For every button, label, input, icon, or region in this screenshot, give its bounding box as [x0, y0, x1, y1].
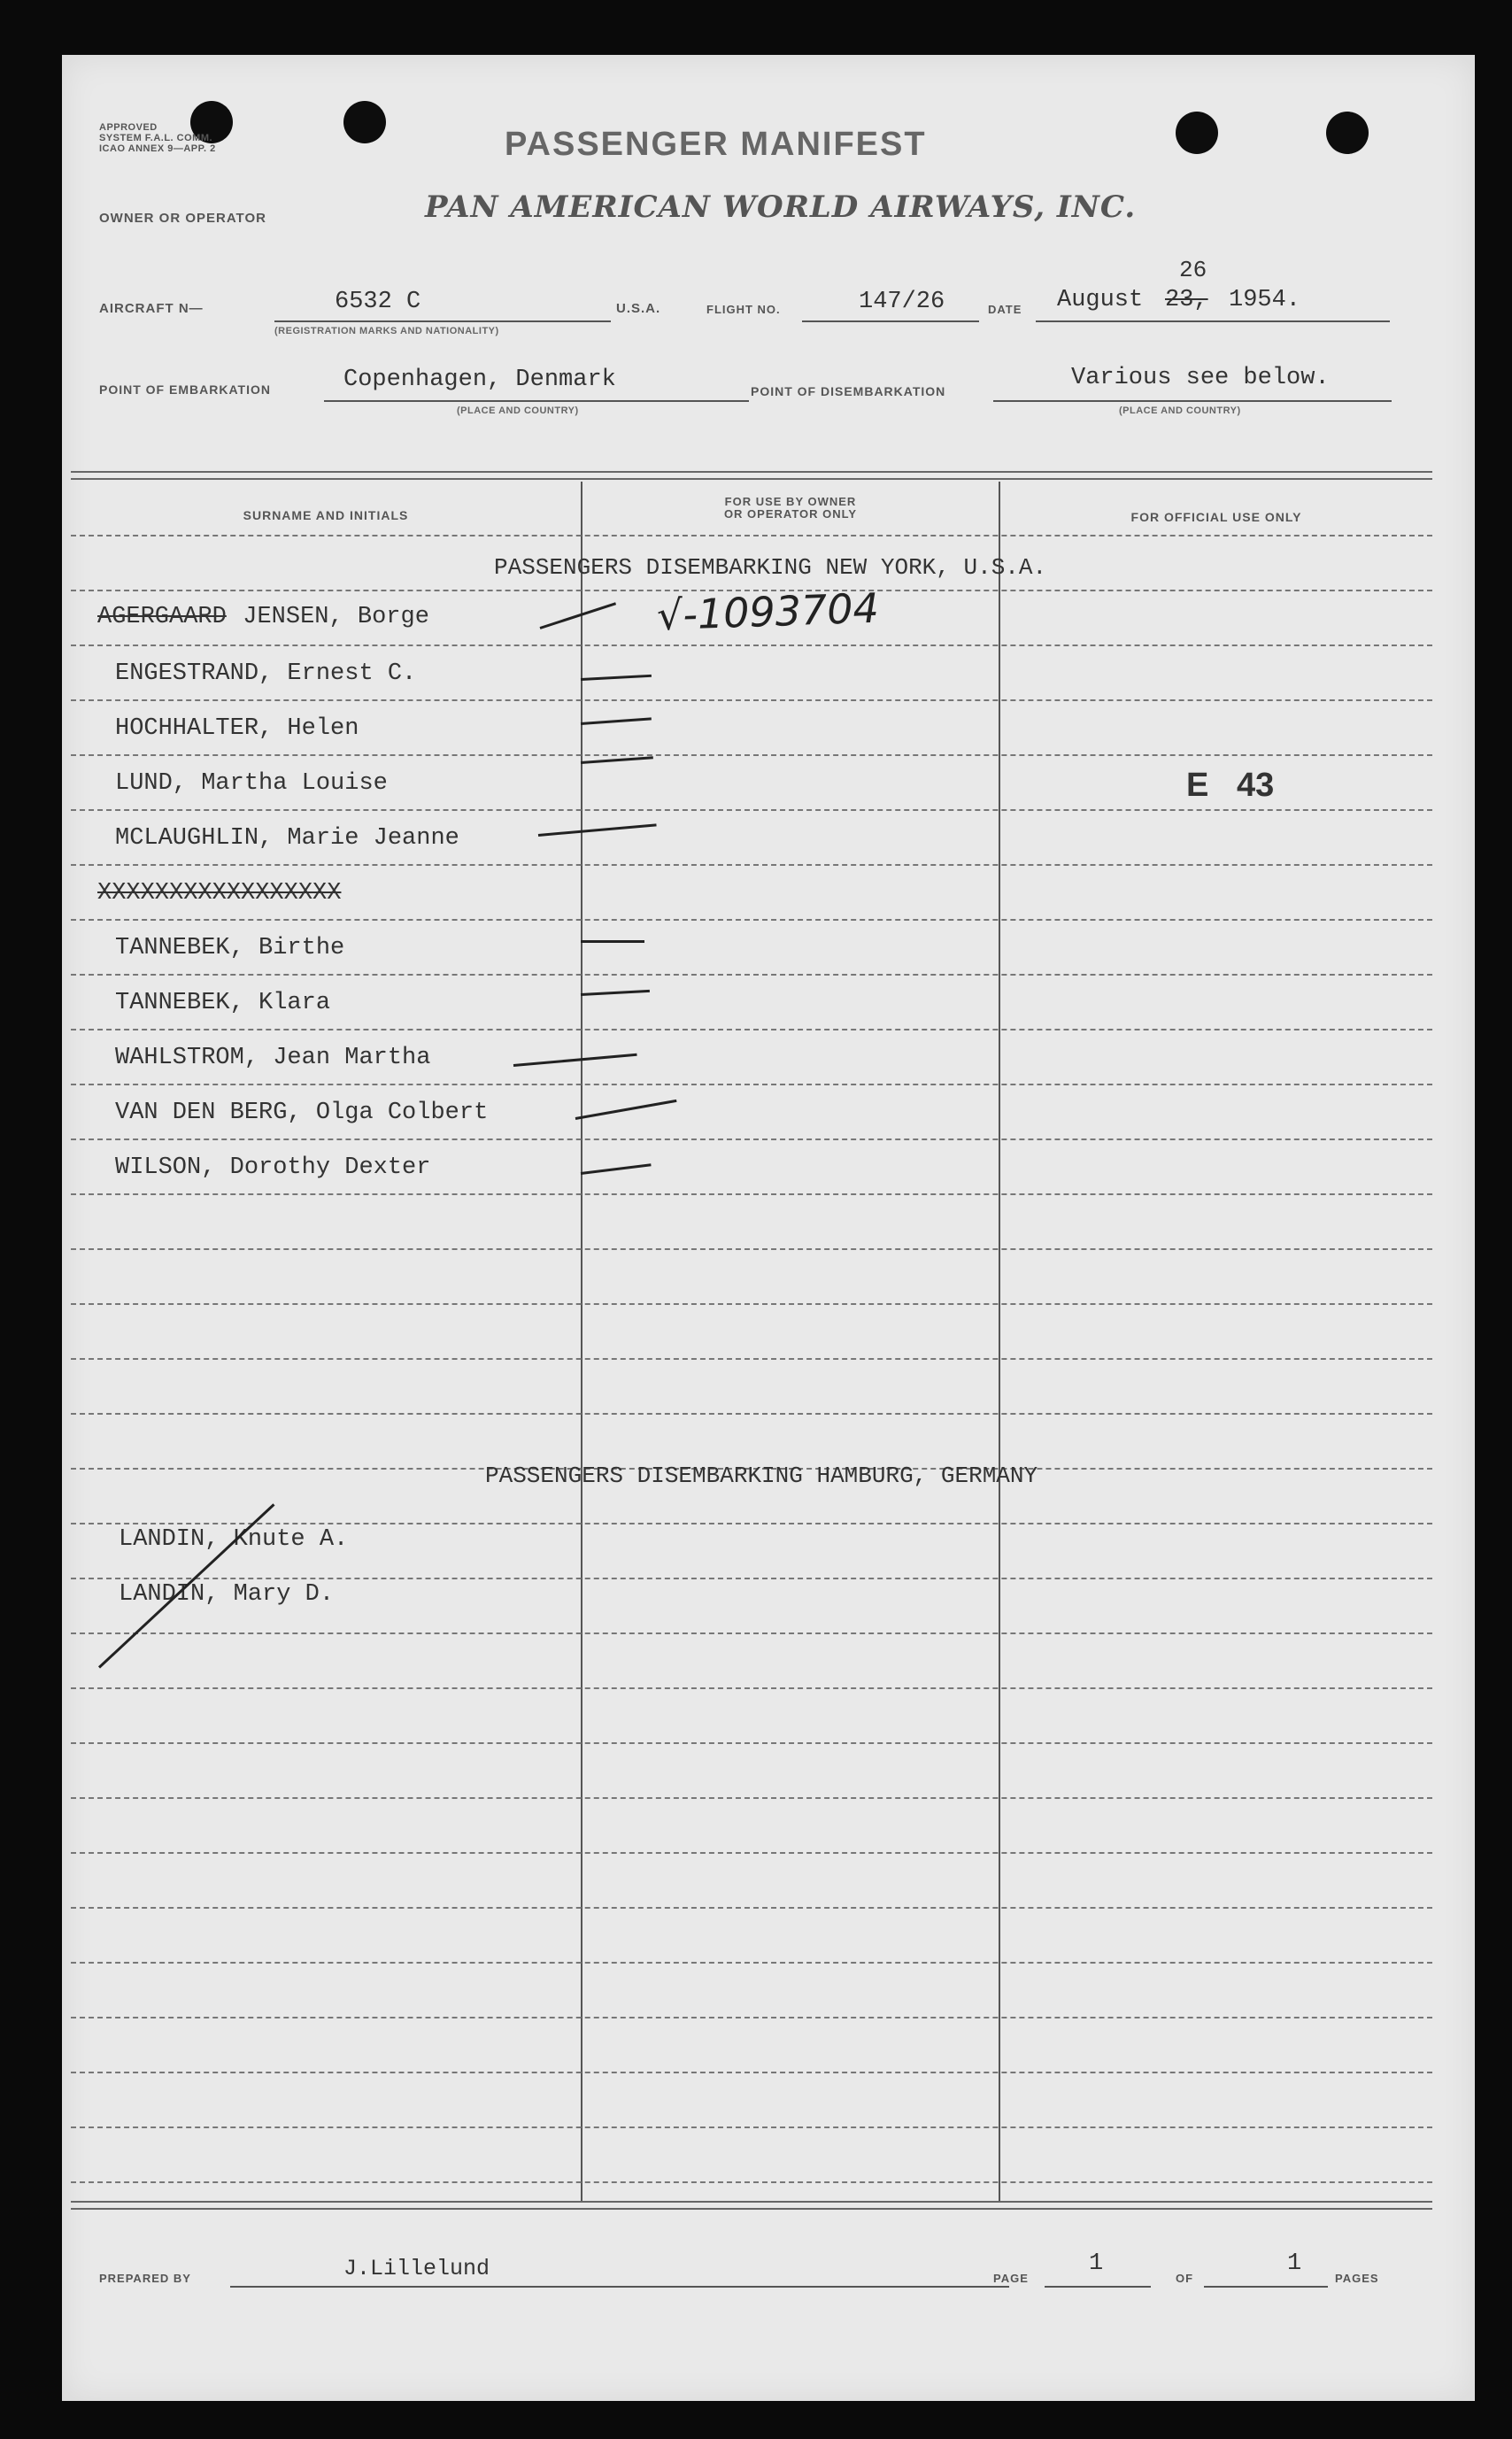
table-rule [71, 1248, 1432, 1250]
check-mark [581, 717, 652, 725]
owner-label: OWNER OR OPERATOR [99, 211, 266, 226]
embark-sub: (PLACE AND COUNTRY) [457, 405, 579, 416]
struck-row: XXXXXXXXXXXXXXXXX [97, 880, 342, 907]
airline-name: PAN AMERICAN WORLD AIRWAYS, INC. [425, 189, 1137, 225]
passenger-name: TANNEBEK, Birthe [115, 935, 345, 961]
check-mark [538, 823, 657, 837]
check-mark [540, 602, 617, 629]
date-struck-day: 23, [1165, 287, 1208, 313]
table-rule [71, 1742, 1432, 1744]
table-rule [71, 1138, 1432, 1140]
table-rule [71, 809, 1432, 811]
passenger-name: WAHLSTROM, Jean Martha [115, 1045, 431, 1071]
check-mark [575, 1100, 677, 1120]
embark-underline [324, 400, 749, 402]
check-mark [581, 1163, 652, 1175]
owner-note: √-1093704 [656, 583, 880, 640]
table-rule [71, 1413, 1432, 1415]
column-header-name: SURNAME AND INITIALS [243, 508, 409, 522]
table-rule [71, 1578, 1432, 1579]
page-title: PASSENGER MANIFEST [505, 126, 927, 163]
table-top-rule [71, 471, 1432, 480]
struck-prefix: AGERGAARD [97, 604, 227, 630]
of-underline [1204, 2286, 1328, 2288]
aircraft-label: AIRCRAFT N— [99, 301, 204, 316]
table-rule [71, 919, 1432, 921]
table-rule [71, 1358, 1432, 1360]
table-rule [71, 1029, 1432, 1030]
prepared-underline [230, 2286, 1009, 2288]
section-heading-new-york: PASSENGERS DISEMBARKING NEW YORK, U.S.A. [494, 554, 1047, 581]
flight-value: 147/26 [859, 289, 945, 315]
punch-hole [1176, 112, 1218, 154]
passenger-name: ENGESTRAND, Ernest C. [115, 660, 417, 687]
table-rule [71, 535, 1432, 536]
punch-hole [343, 101, 386, 143]
approval-stamp [99, 122, 216, 154]
passenger-name: LUND, Martha Louise [115, 770, 388, 797]
aircraft-value: 6532 C [335, 289, 421, 315]
column-divider [581, 482, 582, 2201]
page-label: PAGE [993, 2272, 1029, 2285]
date-label: DATE [988, 303, 1022, 316]
passenger-name: MCLAUGHLIN, Marie Jeanne [115, 825, 459, 852]
page-underline [1045, 2286, 1151, 2288]
aircraft-sub: (REGISTRATION MARKS AND NATIONALITY) [274, 326, 499, 336]
section-heading-hamburg: PASSENGERS DISEMBARKING HAMBURG, GERMANY [485, 1463, 1038, 1489]
official-note: E 43 [1186, 767, 1275, 804]
table-rule [71, 1084, 1432, 1085]
check-mark [513, 1054, 637, 1067]
date-month: August [1057, 287, 1144, 313]
approval-line: SYSTEM F.A.L. COMM. [99, 133, 213, 143]
pages-label: PAGES [1335, 2272, 1379, 2285]
passenger-row [97, 604, 429, 630]
table-rule [71, 1907, 1432, 1909]
usa-label: U.S.A. [616, 301, 661, 316]
check-mark [581, 756, 653, 764]
table-rule [71, 1193, 1432, 1195]
table-rule [71, 1687, 1432, 1689]
disembark-sub: (PLACE AND COUNTRY) [1119, 405, 1241, 416]
table-rule [71, 1303, 1432, 1305]
of-value: 1 [1287, 2250, 1302, 2277]
table-bottom-rule [71, 2201, 1432, 2210]
embark-label: POINT OF EMBARKATION [99, 382, 271, 397]
table-rule [71, 2072, 1432, 2073]
passenger-name: LANDIN, Knute A. [119, 1526, 349, 1553]
table-rule [71, 974, 1432, 976]
table-rule [71, 864, 1432, 866]
flight-label: FLIGHT NO. [706, 303, 781, 316]
manifest-sheet [62, 55, 1475, 2401]
table-rule [71, 754, 1432, 756]
date-year: 1954. [1229, 287, 1301, 313]
approval-line: APPROVED [99, 122, 158, 133]
table-rule [71, 1797, 1432, 1799]
table-rule [71, 644, 1432, 646]
disembark-underline [993, 400, 1392, 402]
date-underline [1036, 320, 1390, 322]
aircraft-underline [274, 320, 611, 322]
passenger-name: LANDIN, Mary D. [119, 1581, 335, 1608]
prepared-value: J.Lillelund [343, 2256, 490, 2281]
table-rule [71, 2017, 1432, 2018]
table-rule [71, 1523, 1432, 1524]
approval-line: ICAO ANNEX 9—APP. 2 [99, 143, 216, 154]
column-header-owner-use: FOR USE BY OWNER OR OPERATOR ONLY [723, 495, 858, 521]
check-mark [581, 675, 652, 681]
table-rule [71, 2126, 1432, 2128]
prepared-label: PREPARED BY [99, 2272, 191, 2285]
embark-value: Copenhagen, Denmark [343, 367, 616, 393]
passenger-name: WILSON, Dorothy Dexter [115, 1154, 431, 1181]
column-divider [999, 482, 1000, 2201]
punch-hole [1326, 112, 1369, 154]
disembark-value: Various see below. [1071, 365, 1330, 391]
check-mark [581, 940, 644, 943]
page-value: 1 [1089, 2250, 1104, 2277]
column-header-official: FOR OFFICIAL USE ONLY [1130, 510, 1302, 524]
flight-underline [802, 320, 979, 322]
date-handwritten: 26 [1179, 257, 1207, 283]
table-rule [71, 699, 1432, 701]
check-mark [581, 990, 650, 996]
table-rule [71, 1852, 1432, 1854]
disembark-label: POINT OF DISEMBARKATION [751, 384, 946, 398]
table-rule [71, 1632, 1432, 1634]
passenger-name: VAN DEN BERG, Olga Colbert [115, 1100, 489, 1126]
passenger-name: JENSEN, Borge [243, 604, 429, 630]
table-rule [71, 2181, 1432, 2183]
passenger-name: TANNEBEK, Klara [115, 990, 331, 1016]
table-rule [71, 1962, 1432, 1964]
passenger-name: HOCHHALTER, Helen [115, 715, 359, 742]
of-label: OF [1176, 2272, 1194, 2285]
